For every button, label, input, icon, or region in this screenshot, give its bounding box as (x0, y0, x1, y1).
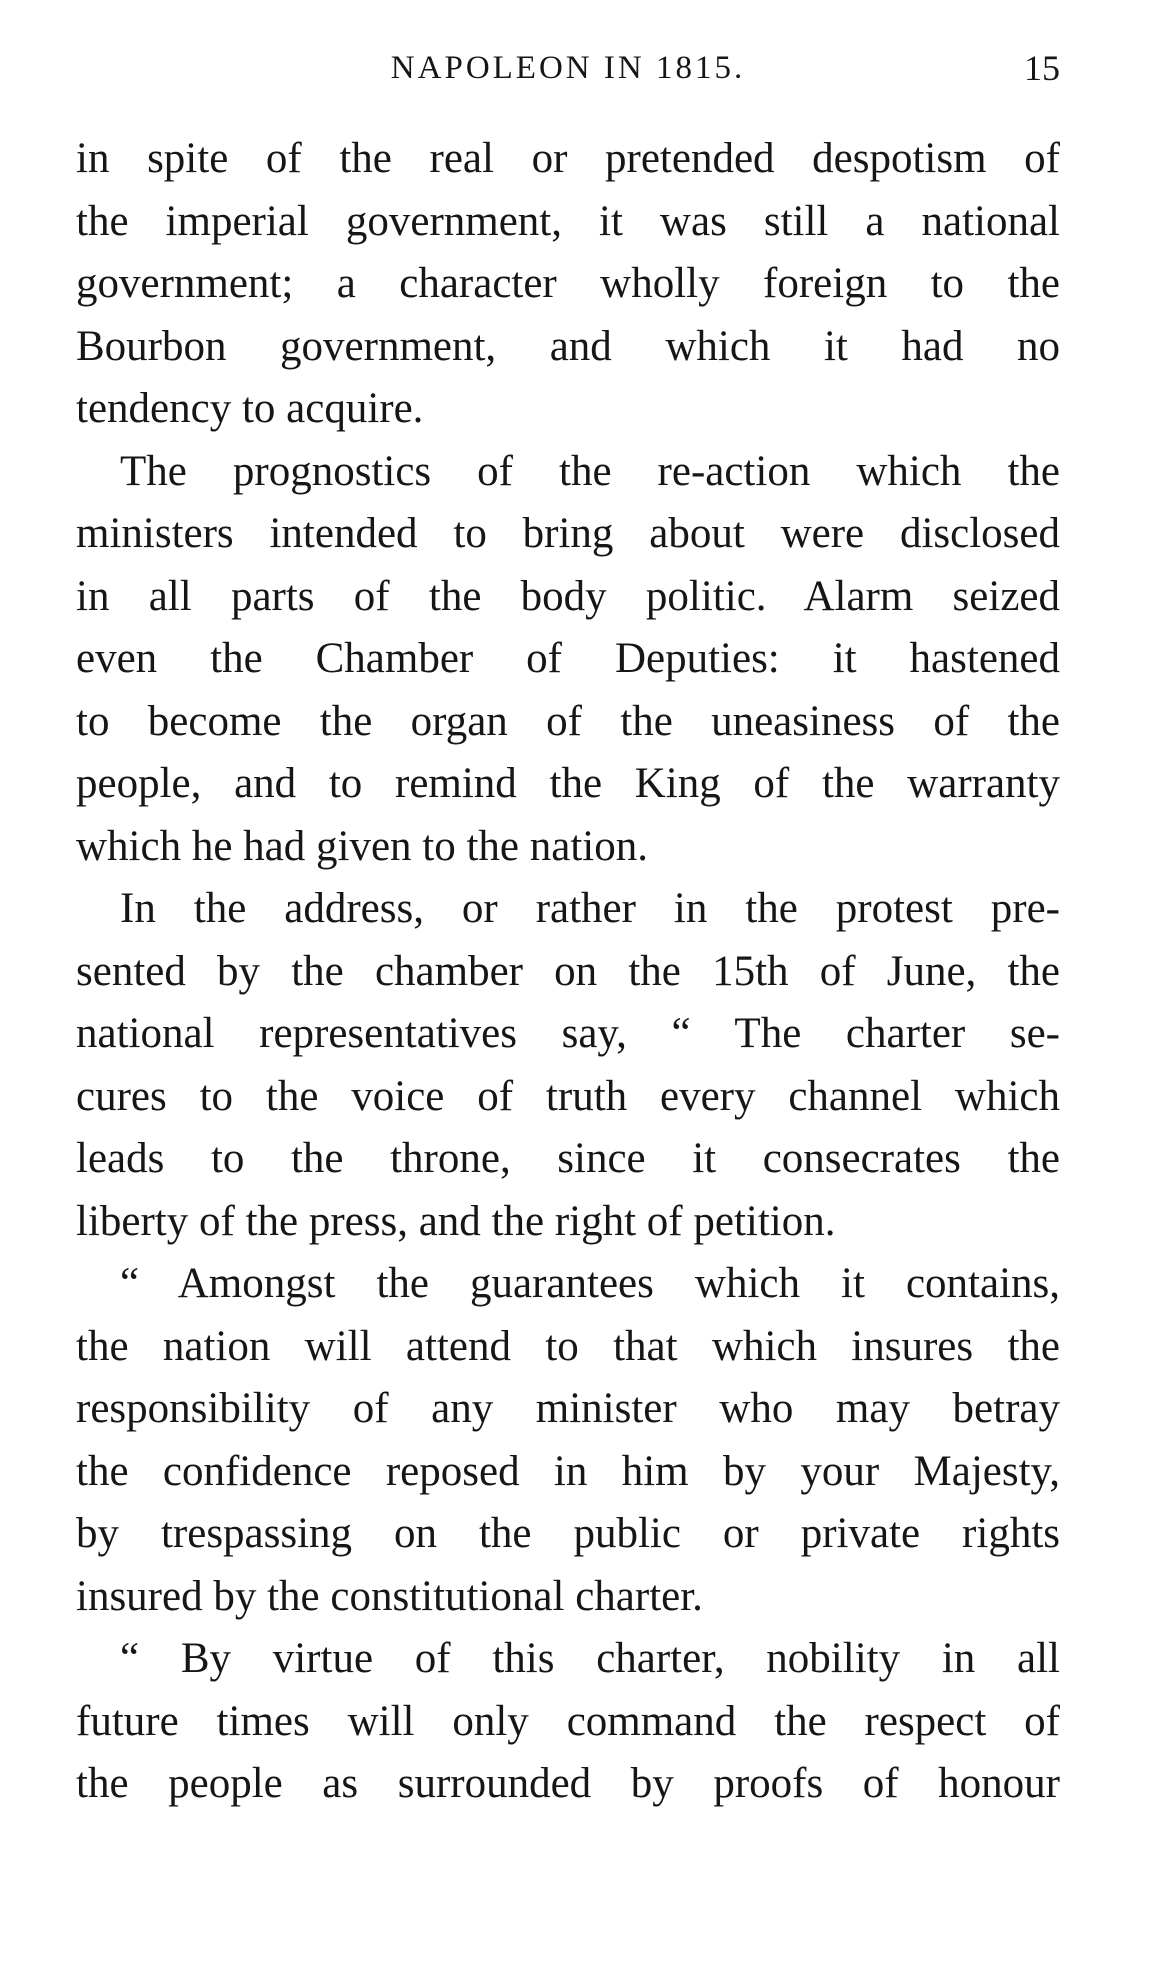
text-line: in spite of the real or pretended despotism of (76, 135, 1060, 182)
text-line: government; a character wholly foreign to the (76, 260, 1060, 307)
text-line: The prognostics of the re-action which the (120, 447, 1060, 495)
text-line: “ By virtue of this charter, nobility in all (120, 1635, 1060, 1682)
text-line: liberty of the press, and the right of petition. (76, 1197, 836, 1245)
text-line: sented by the chamber on the 15th of June, the (76, 947, 1060, 995)
text-line: the imperial government, it was still a national (76, 197, 1060, 245)
text-line: insured by the constitutional charter. (76, 1572, 703, 1620)
paragraph-5 (76, 1628, 1060, 1816)
text-line: tendency to acquire. (76, 385, 424, 432)
paragraph-3 (76, 878, 1060, 1253)
text-line: even the Chamber of Deputies: it hastened (76, 635, 1060, 682)
text-line: cures to the voice of truth every channel which (76, 1072, 1060, 1120)
paragraph-1 (76, 128, 1060, 441)
text-line: leads to the throne, since it consecrates the (76, 1135, 1060, 1182)
text-line: the nation will attend to that which insures the (76, 1322, 1060, 1370)
text-line: in all parts of the body politic. Alarm seized (76, 572, 1060, 620)
text-line: national representatives say, “ The charter se- (76, 1010, 1060, 1057)
text-line: Bourbon government, and which it had no (76, 322, 1060, 370)
paragraph-2 (76, 441, 1060, 879)
text-line: responsibility of any minister who may betray (76, 1385, 1060, 1432)
body-text (76, 128, 1060, 1816)
text-line: to become the organ of the uneasiness of the (76, 697, 1060, 745)
text-line: In the address, or rather in the protest pre- (120, 885, 1060, 932)
running-title: NAPOLEON IN 1815. (390, 50, 746, 86)
text-line: by trespassing on the public or private rights (76, 1510, 1060, 1557)
page-header (76, 40, 1060, 96)
text-line: people, and to remind the King of the warranty (76, 760, 1060, 807)
text-line: “ Amongst the guarantees which it contains, (120, 1260, 1060, 1307)
text-line: ministers intended to bring about were disclosed (76, 510, 1060, 557)
text-line: the confidence reposed in him by your Majesty, (76, 1447, 1060, 1495)
text-line: future times will only command the respect of (76, 1697, 1060, 1745)
text-line: which he had given to the nation. (76, 822, 648, 870)
paragraph-4 (76, 1253, 1060, 1628)
text-line: the people as surrounded by proofs of honour (76, 1760, 1060, 1807)
page-number: 15 (1024, 48, 1060, 88)
